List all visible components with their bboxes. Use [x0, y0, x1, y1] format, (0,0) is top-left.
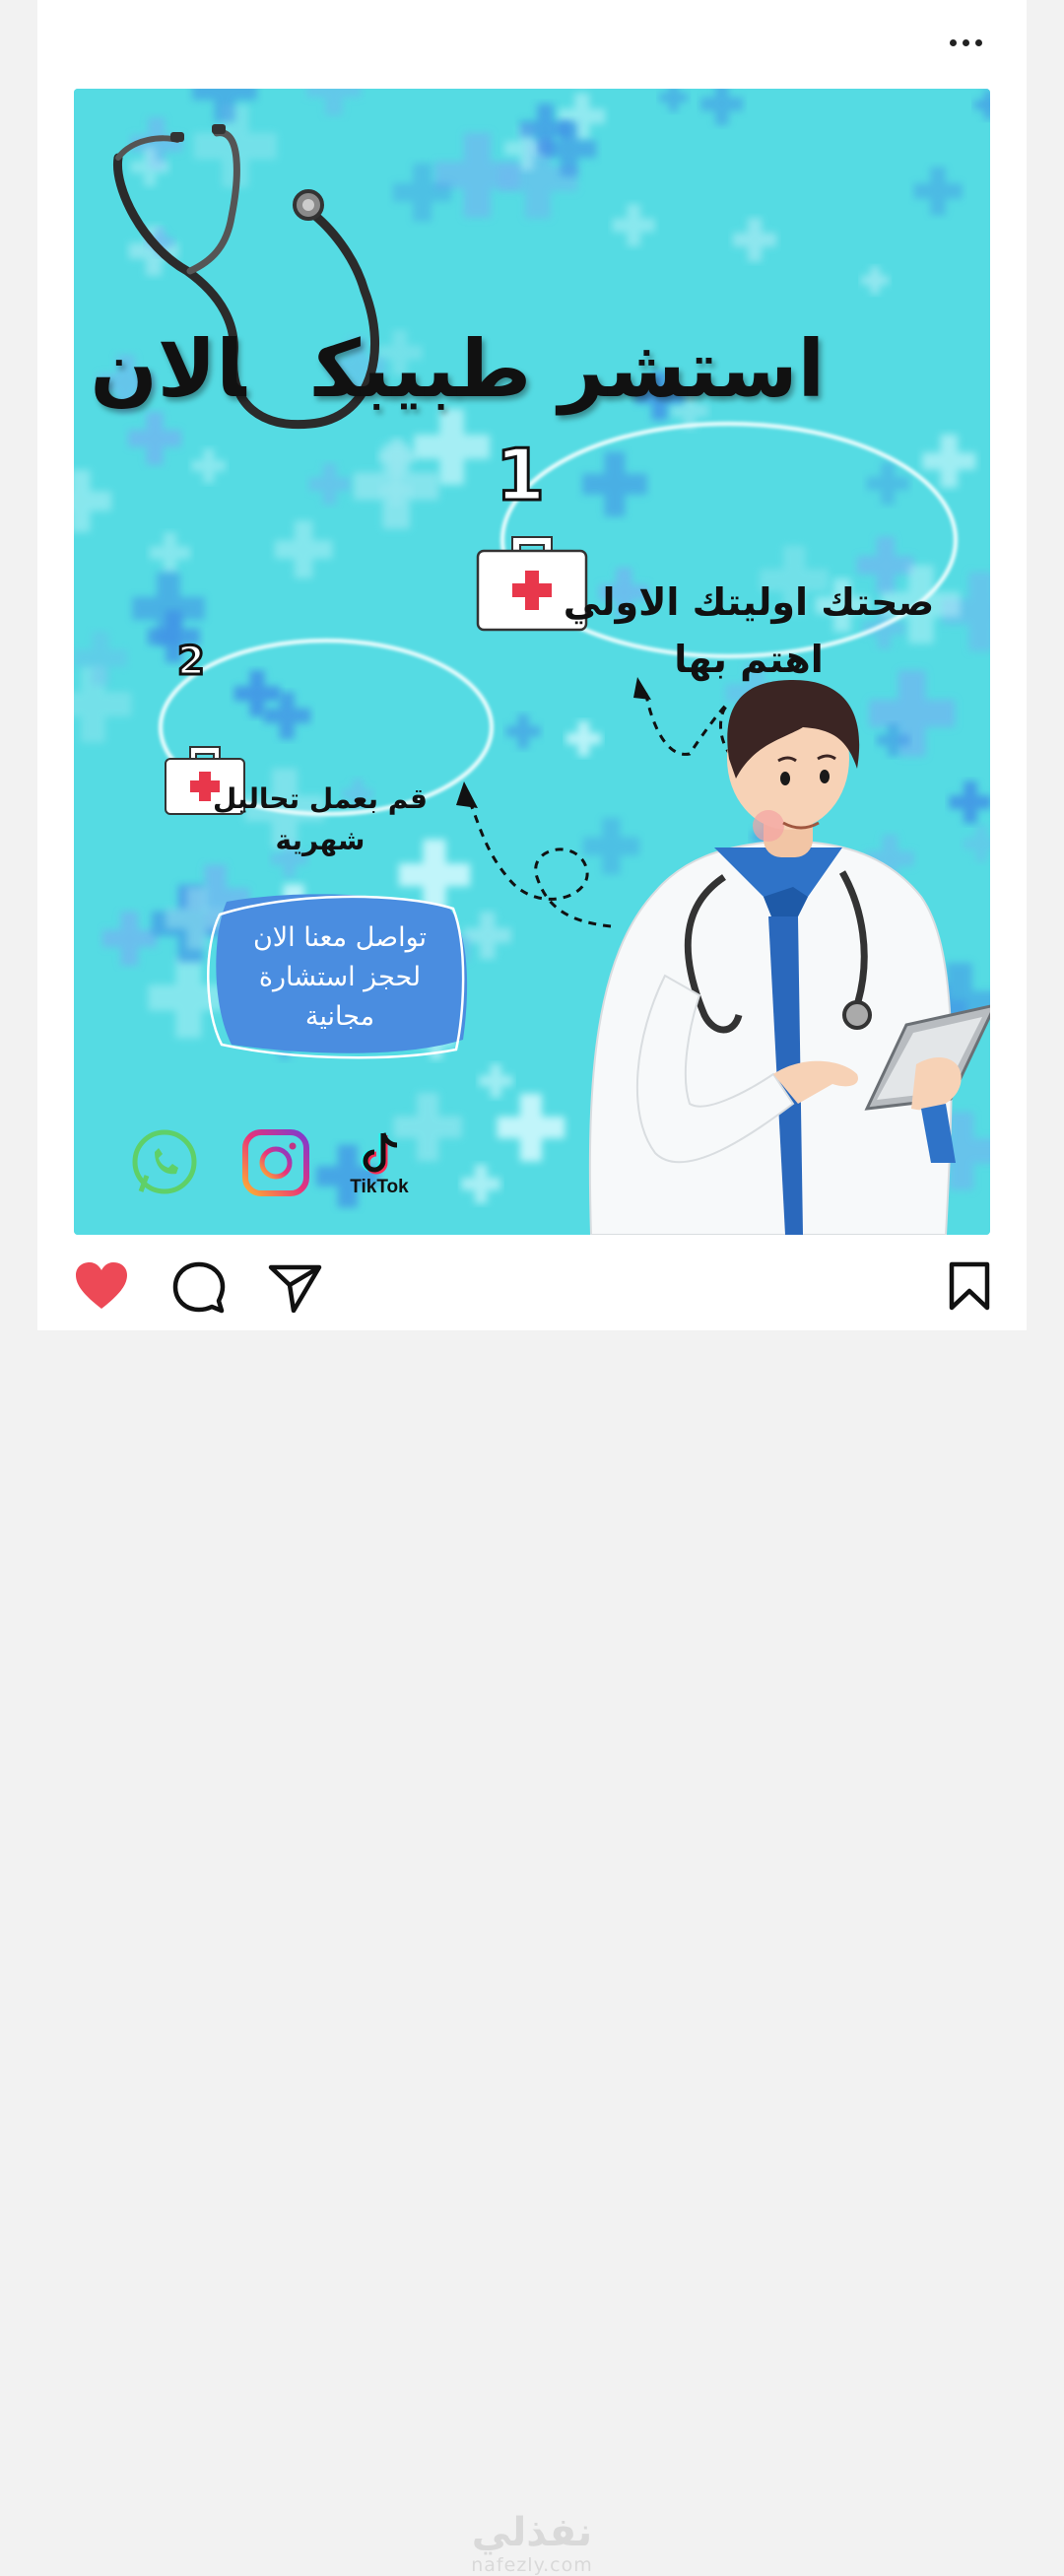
dot-icon [963, 39, 969, 46]
bubble-2-text [202, 779, 438, 861]
poster-title-now: الان [90, 323, 246, 415]
bookmark-icon[interactable] [948, 1261, 991, 1311]
step-number-2: 2 [177, 639, 205, 684]
more-options-button[interactable] [941, 28, 990, 57]
watermark-latin: nafezly.com [471, 2554, 593, 2576]
bubble-1-line2: اهتم بها [674, 638, 824, 681]
bubble-2-line1: قم بعمل تحاليل [212, 782, 428, 815]
post-image [74, 89, 990, 1235]
bubble-1-text [537, 574, 961, 688]
contact-line2: لحجز استشارة [258, 962, 422, 992]
comment-icon[interactable] [172, 1261, 226, 1315]
watermark-arabic: نفذلي [471, 2510, 593, 2555]
watermark [433, 2511, 631, 2576]
contact-line3: مجانية [304, 1001, 375, 1032]
dot-icon [975, 39, 982, 46]
bubble-1-line1: صحتك اوليتك الاولي [563, 580, 935, 624]
poster-title-main: استشر طبيبك [314, 323, 825, 415]
tiktok-label: TikTok [350, 1177, 409, 1197]
bubble-2-line2: شهرية [275, 824, 366, 856]
contact-line1: تواصل معنا الان [252, 922, 428, 953]
poster-title [90, 323, 825, 415]
dot-icon [950, 39, 957, 46]
share-icon[interactable] [268, 1263, 323, 1313]
contact-callout [222, 901, 458, 1047]
heart-icon[interactable] [74, 1261, 129, 1311]
post-actions-bar [0, 1252, 1064, 2576]
step-number-1: 1 [496, 434, 546, 516]
